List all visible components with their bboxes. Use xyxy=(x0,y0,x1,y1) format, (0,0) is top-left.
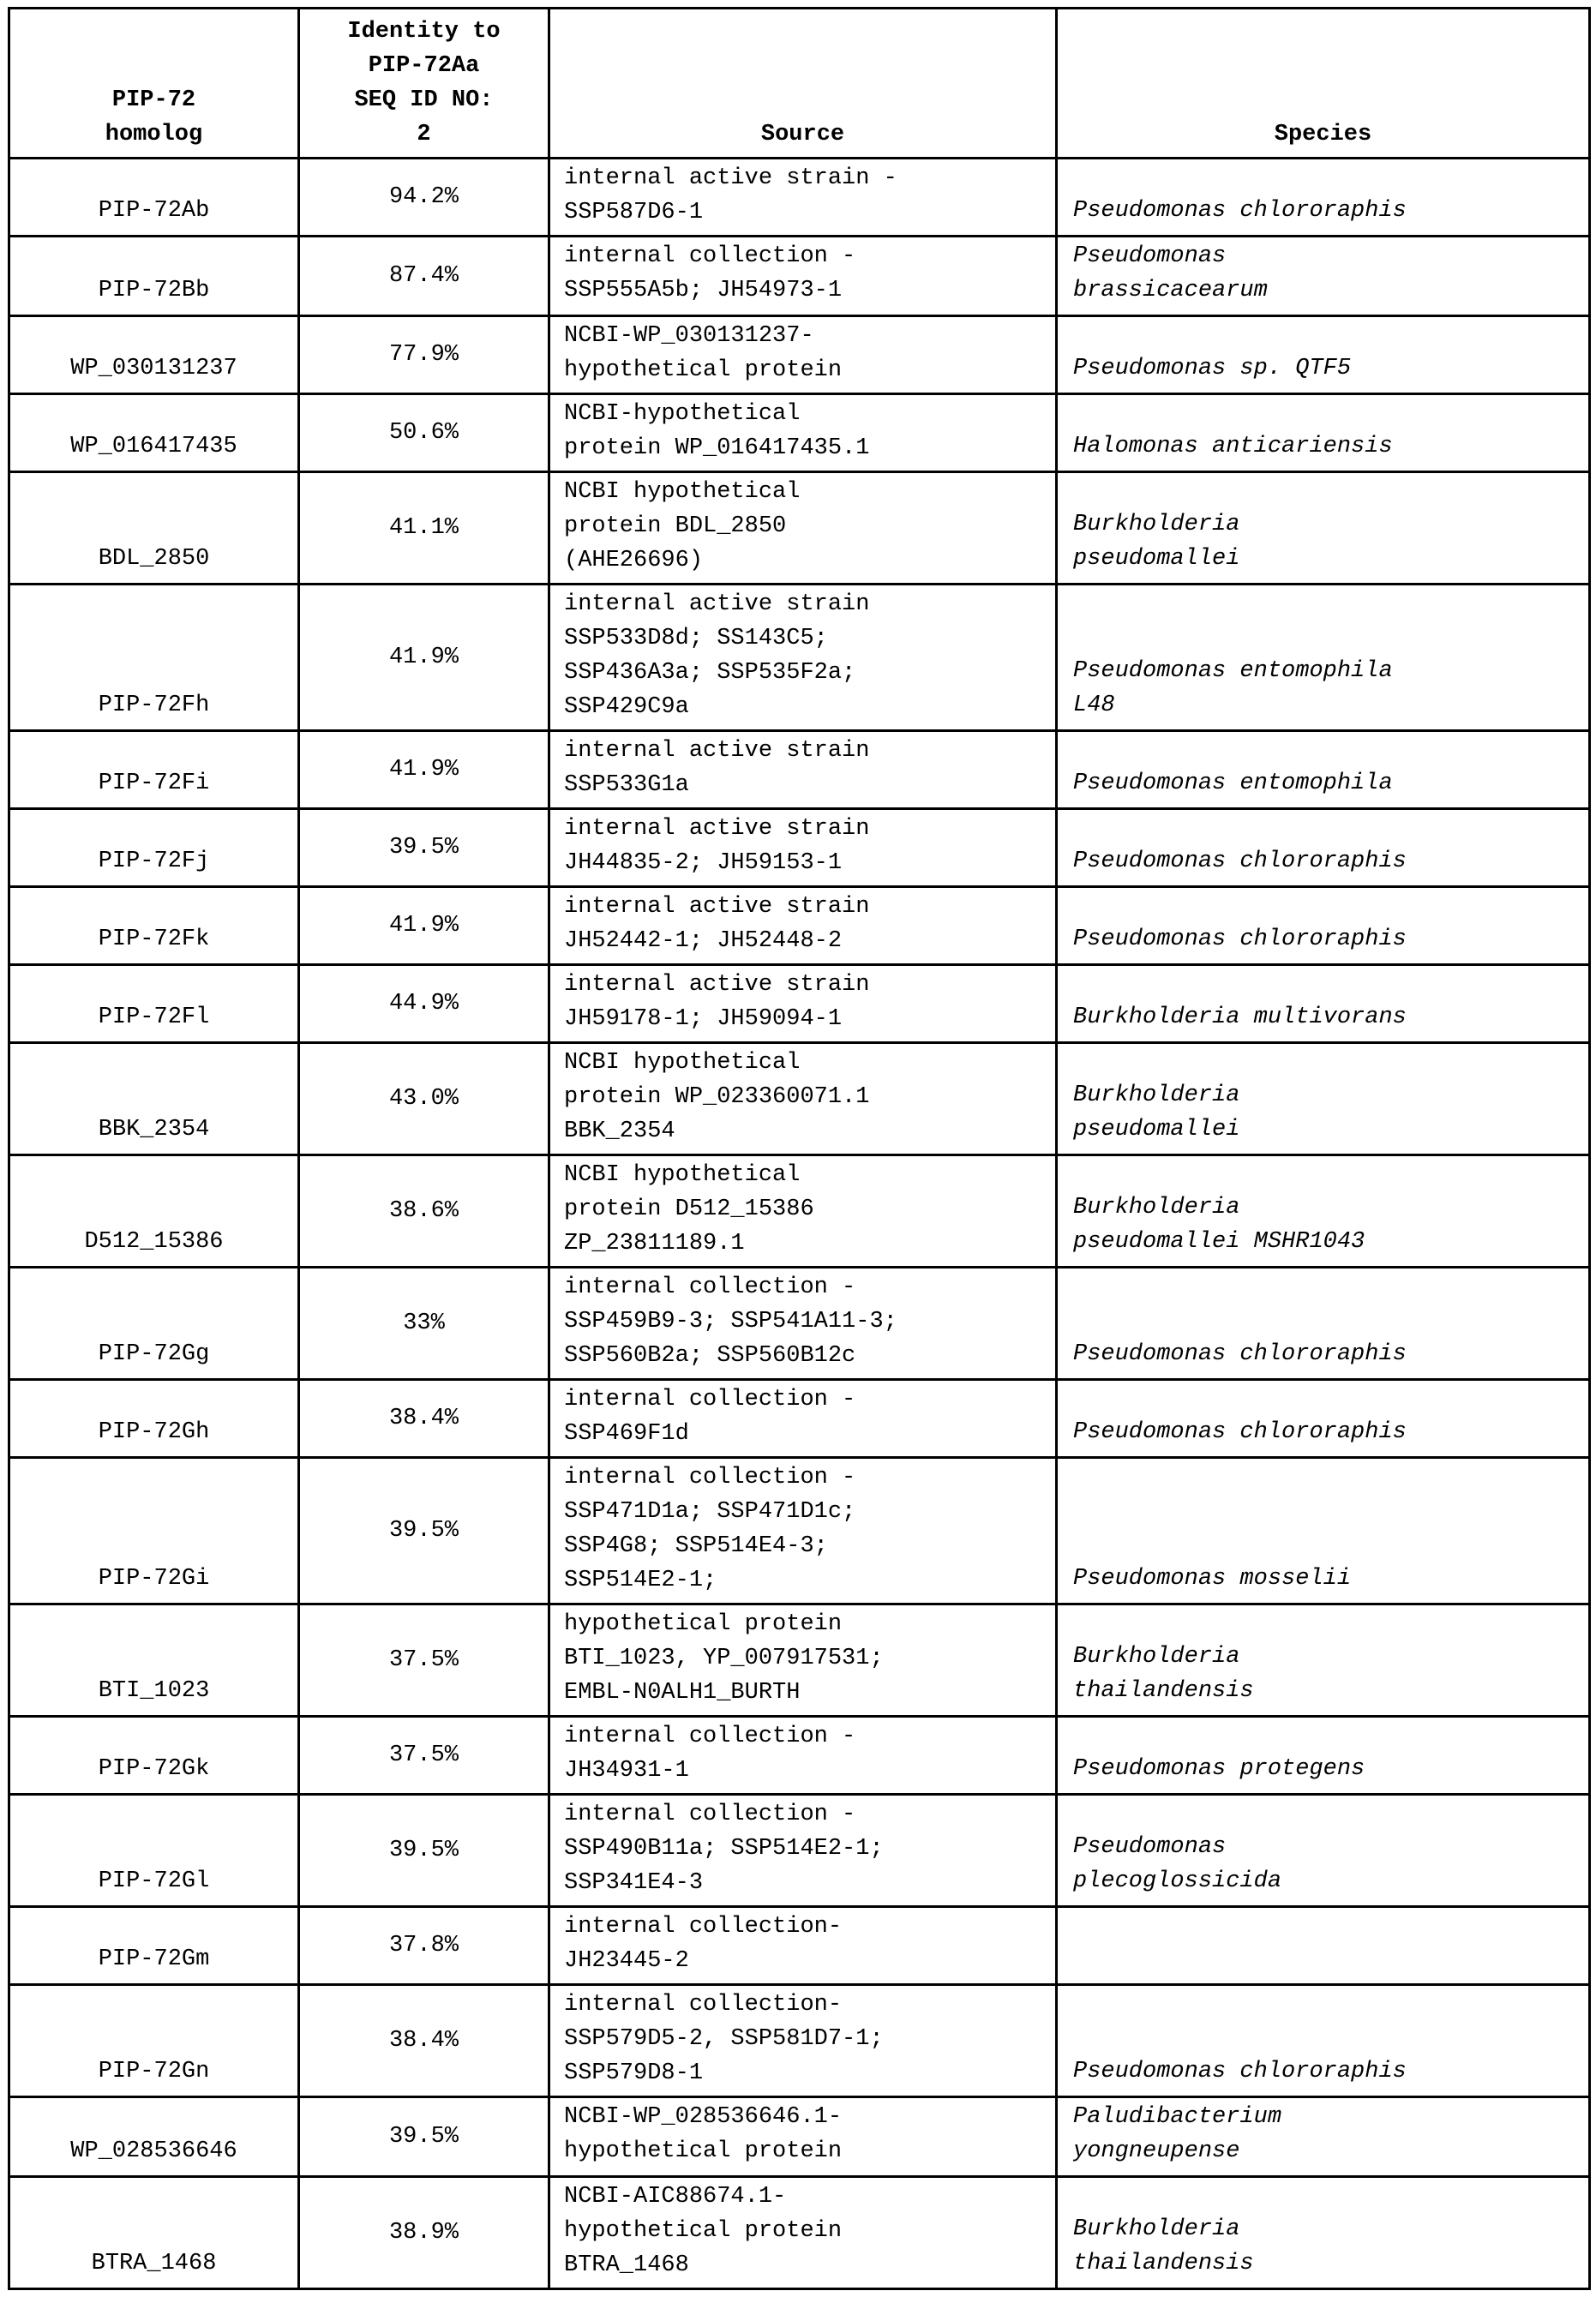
homolog-cell: PIP-72Gh xyxy=(9,1380,299,1458)
source-cell: internal active strain JH59178-1; JH59094-1 xyxy=(549,965,1057,1043)
species-cell: Burkholderia thailandensis xyxy=(1057,2177,1590,2289)
source-cell: NCBI hypothetical protein D512_15386 ZP_23811189.1 xyxy=(549,1155,1057,1268)
source-cell: internal collection - SSP555A5b; JH54973-1 xyxy=(549,237,1057,316)
species-cell: Pseudomonas chlororaphis xyxy=(1057,887,1590,965)
species-cell: Burkholderia multivorans xyxy=(1057,965,1590,1043)
source-cell: internal collection- SSP579D5-2, SSP581D7-1; SSP579D8-1 xyxy=(549,1985,1057,2097)
species-cell: Pseudomonas plecoglossicida xyxy=(1057,1795,1590,1907)
species-cell: Burkholderia pseudomallei xyxy=(1057,1043,1590,1155)
source-cell: internal active strain JH44835-2; JH59153-1 xyxy=(549,809,1057,887)
source-cell: NCBI-AIC88674.1- hypothetical protein BTRA_1468 xyxy=(549,2177,1057,2289)
homolog-cell: WP_016417435 xyxy=(9,394,299,472)
identity-cell: 41.1% xyxy=(299,472,549,585)
source-cell: internal active strain - SSP587D6-1 xyxy=(549,159,1057,237)
table-row xyxy=(9,1380,1590,1458)
identity-cell: 44.9% xyxy=(299,965,549,1043)
homolog-cell: PIP-72Gk xyxy=(9,1717,299,1795)
homolog-cell: PIP-72Gn xyxy=(9,1985,299,2097)
identity-cell: 33% xyxy=(299,1268,549,1380)
table-row xyxy=(9,1458,1590,1604)
source-cell: internal collection - SSP459B9-3; SSP541A11-3; SSP560B2a; SSP560B12c xyxy=(549,1268,1057,1380)
species-cell: Pseudomonas chlororaphis xyxy=(1057,809,1590,887)
identity-cell: 38.6% xyxy=(299,1155,549,1268)
homolog-cell: PIP-72Gg xyxy=(9,1268,299,1380)
species-cell: Pseudomonas entomophila xyxy=(1057,731,1590,809)
homolog-cell: BTI_1023 xyxy=(9,1604,299,1717)
species-cell: Paludibacterium yongneupense xyxy=(1057,2097,1590,2177)
homolog-cell: PIP-72Gm xyxy=(9,1907,299,1985)
table-row xyxy=(9,472,1590,585)
source-cell: hypothetical protein BTI_1023, YP_007917531; EMBL-N0ALH1_BURTH xyxy=(549,1604,1057,1717)
table-row xyxy=(9,585,1590,731)
source-cell: internal collection- JH23445-2 xyxy=(549,1907,1057,1985)
homolog-cell: PIP-72Fh xyxy=(9,585,299,731)
identity-cell: 39.5% xyxy=(299,2097,549,2177)
table-row xyxy=(9,1604,1590,1717)
species-cell: Pseudomonas chlororaphis xyxy=(1057,1268,1590,1380)
table-body xyxy=(9,159,1590,2289)
column-header-homolog: PIP-72 homolog xyxy=(9,9,299,159)
identity-cell: 37.8% xyxy=(299,1907,549,1985)
species-cell: Halomonas anticariensis xyxy=(1057,394,1590,472)
table-header xyxy=(9,9,1590,159)
table-row xyxy=(9,1795,1590,1907)
column-header-identity: Identity to PIP-72Aa SEQ ID NO: 2 xyxy=(299,9,549,159)
table-row xyxy=(9,887,1590,965)
table-row xyxy=(9,1155,1590,1268)
homolog-cell: BBK_2354 xyxy=(9,1043,299,1155)
table-row xyxy=(9,1717,1590,1795)
table-row xyxy=(9,809,1590,887)
table-row xyxy=(9,2177,1590,2289)
homolog-cell: PIP-72Fk xyxy=(9,887,299,965)
homolog-cell: WP_030131237 xyxy=(9,316,299,394)
table-row xyxy=(9,1043,1590,1155)
species-cell: Pseudomonas brassicacearum xyxy=(1057,237,1590,316)
source-cell: internal active strain JH52442-1; JH52448-2 xyxy=(549,887,1057,965)
identity-cell: 39.5% xyxy=(299,809,549,887)
identity-cell: 38.4% xyxy=(299,1380,549,1458)
source-cell: NCBI-hypothetical protein WP_016417435.1 xyxy=(549,394,1057,472)
table-row xyxy=(9,731,1590,809)
identity-cell: 41.9% xyxy=(299,731,549,809)
homolog-cell: PIP-72Bb xyxy=(9,237,299,316)
table-row xyxy=(9,159,1590,237)
identity-cell: 37.5% xyxy=(299,1717,549,1795)
species-cell xyxy=(1057,1907,1590,1985)
species-cell: Burkholderia pseudomallei xyxy=(1057,472,1590,585)
species-cell: Pseudomonas chlororaphis xyxy=(1057,1985,1590,2097)
identity-cell: 39.5% xyxy=(299,1458,549,1604)
species-cell: Pseudomonas chlororaphis xyxy=(1057,159,1590,237)
identity-cell: 37.5% xyxy=(299,1604,549,1717)
identity-cell: 43.0% xyxy=(299,1043,549,1155)
identity-cell: 41.9% xyxy=(299,585,549,731)
table-row xyxy=(9,1985,1590,2097)
source-cell: NCBI-WP_030131237- hypothetical protein xyxy=(549,316,1057,394)
homolog-cell: PIP-72Ab xyxy=(9,159,299,237)
source-cell: NCBI hypothetical protein WP_023360071.1 BBK_2354 xyxy=(549,1043,1057,1155)
table-row xyxy=(9,394,1590,472)
homolog-cell: WP_028536646 xyxy=(9,2097,299,2177)
source-cell: internal collection - SSP469F1d xyxy=(549,1380,1057,1458)
species-cell: Pseudomonas sp. QTF5 xyxy=(1057,316,1590,394)
species-cell: Burkholderia pseudomallei MSHR1043 xyxy=(1057,1155,1590,1268)
homolog-cell: PIP-72Gi xyxy=(9,1458,299,1604)
table-row xyxy=(9,965,1590,1043)
homolog-cell: D512_15386 xyxy=(9,1155,299,1268)
species-cell: Pseudomonas chlororaphis xyxy=(1057,1380,1590,1458)
source-cell: internal collection - SSP471D1a; SSP471D1c; SSP4G8; SSP514E4-3; SSP514E2-1; xyxy=(549,1458,1057,1604)
column-header-species: Species xyxy=(1057,9,1590,159)
source-cell: NCBI hypothetical protein BDL_2850 (AHE26696) xyxy=(549,472,1057,585)
homolog-cell: PIP-72Fl xyxy=(9,965,299,1043)
species-cell: Burkholderia thailandensis xyxy=(1057,1604,1590,1717)
identity-cell: 94.2% xyxy=(299,159,549,237)
column-header-source: Source xyxy=(549,9,1057,159)
header-row xyxy=(9,9,1590,159)
homolog-cell: PIP-72Gl xyxy=(9,1795,299,1907)
identity-cell: 38.9% xyxy=(299,2177,549,2289)
species-cell: Pseudomonas entomophila L48 xyxy=(1057,585,1590,731)
identity-cell: 50.6% xyxy=(299,394,549,472)
identity-cell: 87.4% xyxy=(299,237,549,316)
table-row xyxy=(9,316,1590,394)
table-row xyxy=(9,2097,1590,2177)
identity-cell: 77.9% xyxy=(299,316,549,394)
table-row xyxy=(9,1268,1590,1380)
homolog-cell: BTRA_1468 xyxy=(9,2177,299,2289)
homolog-cell: PIP-72Fj xyxy=(9,809,299,887)
homolog-table xyxy=(8,7,1591,2290)
homolog-cell: BDL_2850 xyxy=(9,472,299,585)
homolog-cell: PIP-72Fi xyxy=(9,731,299,809)
source-cell: internal active strain SSP533G1a xyxy=(549,731,1057,809)
source-cell: internal active strain SSP533D8d; SS143C5; SSP436A3a; SSP535F2a; SSP429C9a xyxy=(549,585,1057,731)
source-cell: NCBI-WP_028536646.1- hypothetical protein xyxy=(549,2097,1057,2177)
table-row xyxy=(9,1907,1590,1985)
table-row xyxy=(9,237,1590,316)
species-cell: Pseudomonas protegens xyxy=(1057,1717,1590,1795)
identity-cell: 41.9% xyxy=(299,887,549,965)
species-cell: Pseudomonas mosselii xyxy=(1057,1458,1590,1604)
source-cell: internal collection - SSP490B11a; SSP514E2-1; SSP341E4-3 xyxy=(549,1795,1057,1907)
identity-cell: 39.5% xyxy=(299,1795,549,1907)
source-cell: internal collection - JH34931-1 xyxy=(549,1717,1057,1795)
identity-cell: 38.4% xyxy=(299,1985,549,2097)
